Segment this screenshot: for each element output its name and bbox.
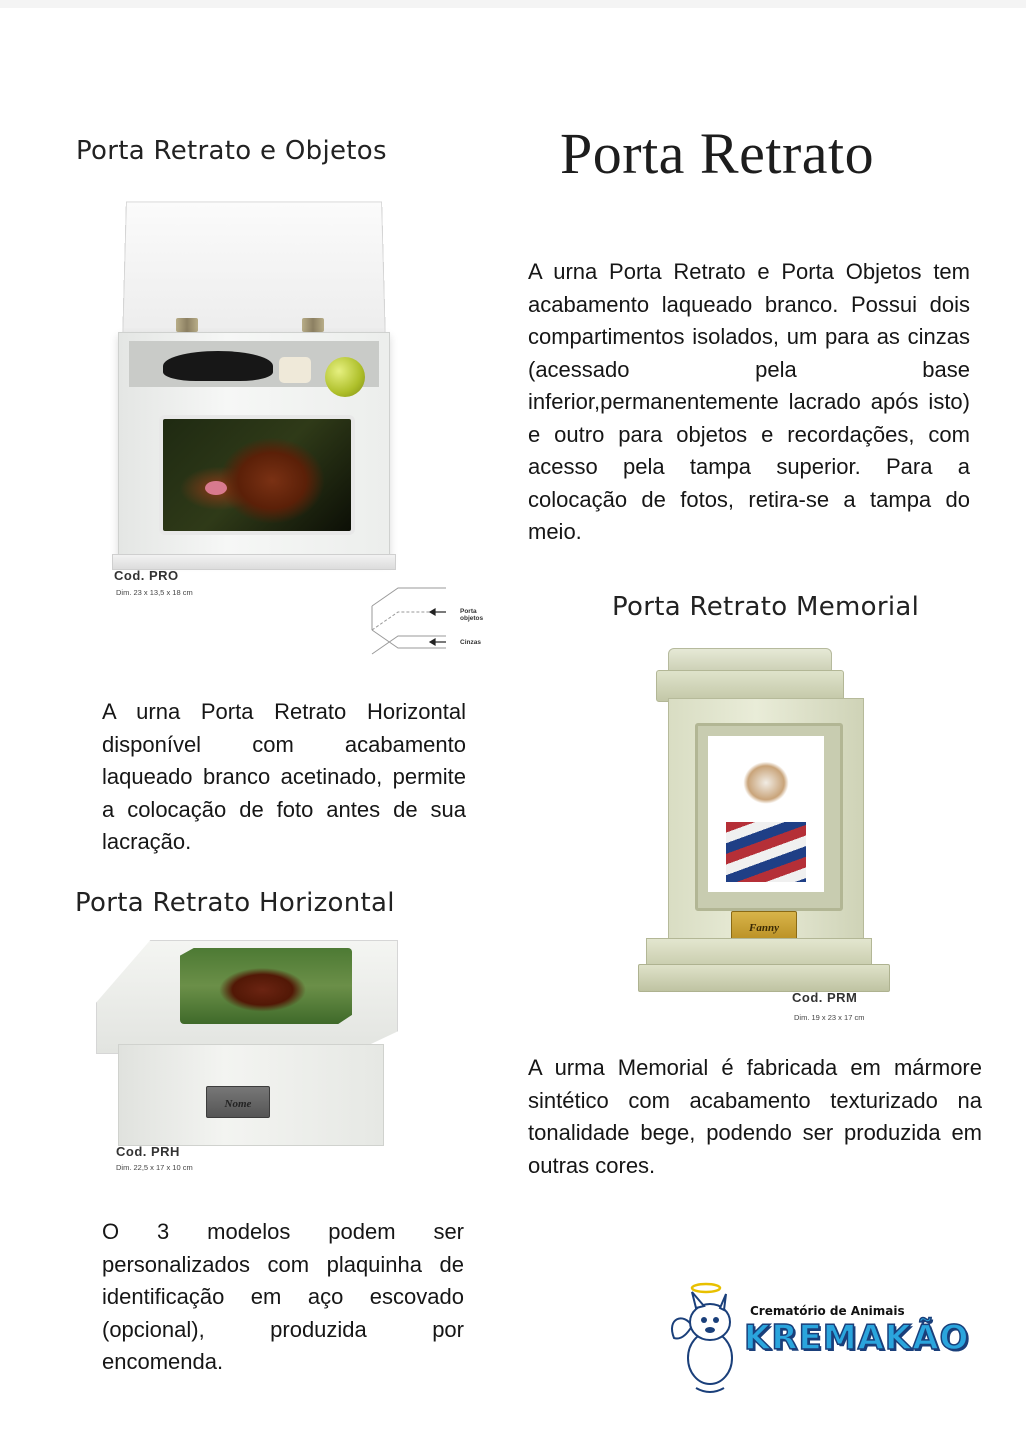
product-code-prm: Cod. PRM	[792, 990, 858, 1005]
product-title-memorial: Porta Retrato Memorial	[612, 592, 920, 622]
logo-subtitle: Crematório de Animais	[750, 1304, 905, 1318]
pet-photo-bulldog	[708, 736, 824, 892]
pet-photo-grass	[180, 948, 352, 1024]
plate-name-nome: Nome	[224, 1098, 252, 1110]
diagram-label-objetos: Porta objetos	[460, 608, 484, 622]
compartment-diagram-svg	[368, 582, 498, 662]
product-dimensions-prh: Dim. 22,5 x 17 x 10 cm	[116, 1163, 193, 1172]
product-code-pro: Cod. PRO	[114, 568, 179, 583]
urn-compartment	[129, 341, 379, 387]
catalog-page	[0, 8, 1026, 1456]
mascot-icon	[666, 1278, 746, 1398]
memorial-body	[668, 698, 864, 944]
product-dimensions-pro: Dim. 23 x 13,5 x 18 cm	[116, 588, 193, 597]
compartment-diagram	[368, 582, 498, 662]
ball-object	[325, 357, 365, 397]
kremakao-logo	[666, 1278, 970, 1398]
leash-object	[163, 351, 273, 381]
urn-box	[118, 332, 390, 560]
page-title: Porta Retrato	[560, 121, 875, 186]
bone-object	[279, 357, 311, 383]
paragraph-personalizacao: O 3 modelos podem ser personalizados com plaquinha de identificação em aço escovado (opcional), produzida por encomenda.	[102, 1219, 464, 1374]
memorial-frame	[695, 723, 843, 911]
pet-photo-setter	[159, 415, 355, 535]
dog-tongue	[205, 481, 227, 495]
name-plate-steel	[206, 1086, 270, 1118]
product-title-objetos: Porta Retrato e Objetos	[76, 136, 387, 166]
product-dimensions-prm: Dim. 19 x 23 x 17 cm	[794, 1013, 865, 1022]
urn-lid	[122, 201, 386, 342]
memorial-base-lower	[638, 964, 890, 992]
paragraph-objetos: A urna Porta Retrato e Porta Objetos tem acabamento laqueado branco. Possui dois compartimentos isolados, um para as cinzas (acessado pela base inferior,permanentemente lacrado após isto) e outro para objetos e recordações, com acesso pela tampa superior. Para a colocação de fotos, retira-se a tampa do meio.	[528, 259, 970, 544]
plate-name-fanny: Fanny	[749, 922, 779, 934]
hinge-left	[176, 318, 198, 332]
diagram-label-cinzas: Cinzas	[460, 639, 481, 646]
logo-name: KREMAKÃO	[744, 1318, 970, 1358]
hinge-right	[302, 318, 324, 332]
paragraph-horizontal: A urna Porta Retrato Horizontal disponível com acabamento laqueado branco acetinado, permite a colocação de foto antes de sua lacração.	[102, 699, 466, 854]
paragraph-memorial: A urma Memorial é fabricada em mármore sintético com acabamento texturizado na tonalidade bege, podendo ser produzida em outras cores.	[528, 1055, 982, 1178]
product-title-horizontal: Porta Retrato Horizontal	[75, 888, 395, 918]
product-code-prh: Cod. PRH	[116, 1144, 180, 1159]
